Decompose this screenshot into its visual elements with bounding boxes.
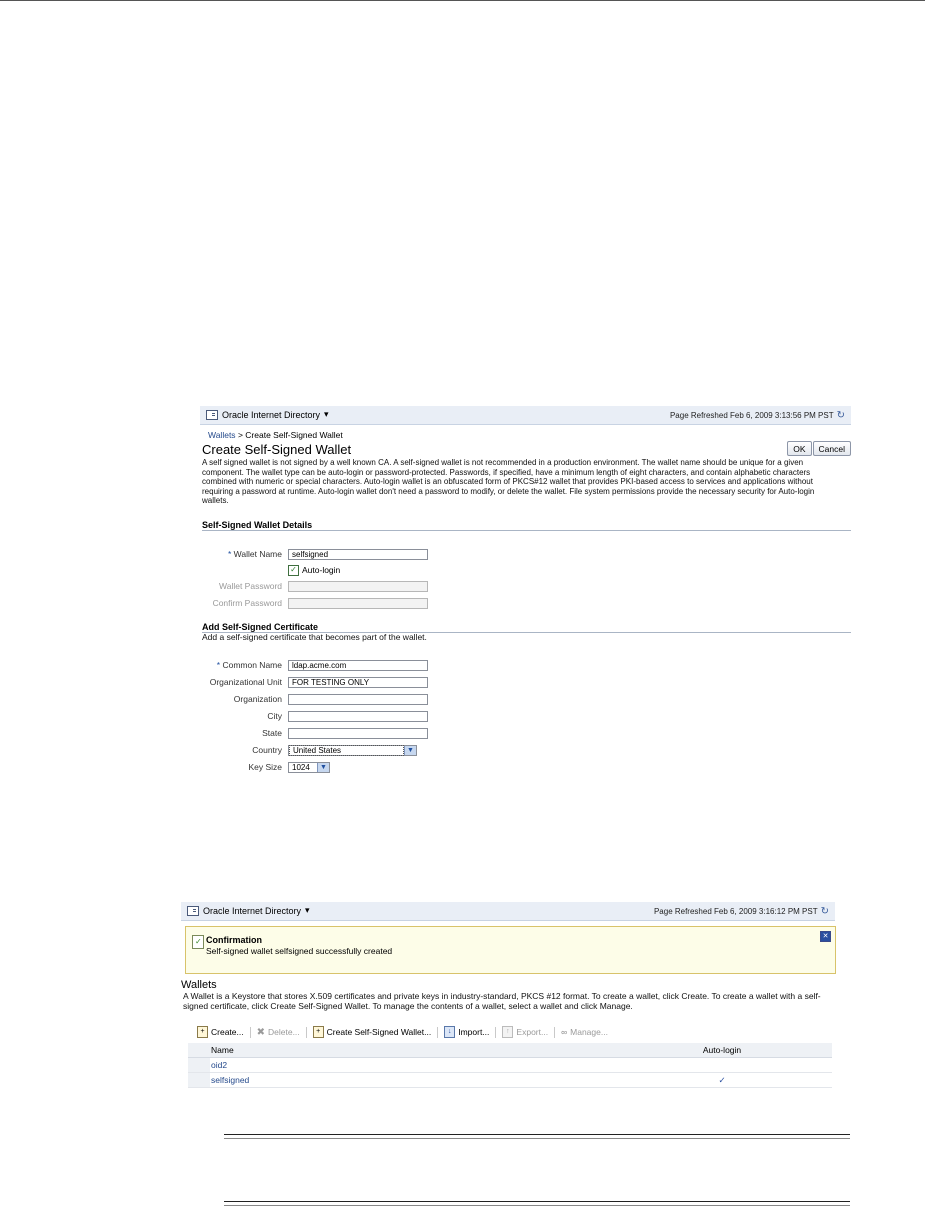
- state-label: State: [262, 728, 282, 738]
- organization-input[interactable]: [288, 694, 428, 705]
- export-icon: ↑: [502, 1026, 513, 1038]
- row-selector[interactable]: [188, 1058, 210, 1073]
- org-unit-label: Organizational Unit: [209, 677, 282, 687]
- create-self-signed-wallet-button[interactable]: + Create Self-Signed Wallet...: [307, 1026, 438, 1038]
- confirm-password-input[interactable]: [288, 598, 428, 609]
- page-description: A self signed wallet is not signed by a well known CA. A self-signed wallet is not recommended in a production environment. The wallet name should be unique for a given component. The wallet type can be auto-login or password-protected. Passwords, if specified, have a minimum length of eight characters, and contain alphabetic characters combined with numeric or special characters. Auto-login wallet is an obfuscated form of PKCS#12 wallet that provides PKI-based access to services and applications without requiring a password at runtime. Auto-login wallet don't need a password to modify, or delete the wallet. File system permissions provide the necessary security for Auto-login wallets.: [202, 458, 815, 505]
- city-label: City: [267, 711, 282, 721]
- name-column-header[interactable]: Name: [210, 1043, 612, 1058]
- auto-login-label: Auto-login: [302, 565, 341, 575]
- confirm-password-label: Confirm Password: [212, 598, 282, 608]
- table-row[interactable]: [188, 1058, 832, 1073]
- app-header-bar: [200, 406, 851, 425]
- wallets-table: [188, 1043, 832, 1088]
- create-icon: +: [197, 1026, 208, 1038]
- app-title: Oracle Internet Directory: [203, 905, 302, 916]
- common-name-label: * Common Name: [216, 660, 282, 670]
- common-name-input[interactable]: ldap.acme.com: [288, 660, 428, 671]
- breadcrumb-wallets-link[interactable]: Wallets: [208, 430, 236, 440]
- confirmation-message: Self-signed wallet selfsigned successfully created: [206, 946, 393, 956]
- cancel-button[interactable]: Cancel: [813, 441, 851, 456]
- create-button[interactable]: + Create...: [191, 1026, 250, 1038]
- page-title: Create Self-Signed Wallet: [202, 442, 352, 457]
- close-icon[interactable]: ✕: [820, 931, 831, 942]
- breadcrumb: Wallets > Create Self-Signed Wallet: [208, 430, 343, 440]
- refresh-status: [654, 906, 829, 917]
- target-menu-icon: [206, 410, 218, 420]
- confirmation-icon: [192, 935, 204, 949]
- country-label: Country: [252, 745, 282, 755]
- wallet-details-section: Self-Signed Wallet Details: [202, 520, 851, 531]
- note-rule-bottom-thin: [224, 1205, 850, 1206]
- certificate-description: Add a self-signed certificate that becomes part of the wallet.: [202, 632, 851, 643]
- wallet-password-input[interactable]: [288, 581, 428, 592]
- wallet-name-link[interactable]: selfsigned: [210, 1073, 612, 1088]
- wallets-toolbar: [191, 1023, 614, 1041]
- chevron-down-icon: ▾: [305, 905, 310, 915]
- note-rule-top-thin: [224, 1138, 850, 1139]
- org-unit-input[interactable]: FOR TESTING ONLY: [288, 677, 428, 688]
- chevron-down-icon: ▼: [404, 746, 416, 755]
- app-menu[interactable]: [206, 409, 329, 420]
- row-selector-header: [188, 1043, 210, 1058]
- add-certificate-section: Add Self-Signed Certificate: [202, 622, 319, 632]
- table-row[interactable]: [188, 1073, 832, 1088]
- auto-login-checkbox[interactable]: ✓: [288, 565, 299, 576]
- country-select[interactable]: United States ▼: [288, 745, 417, 756]
- create-wallet-screenshot: [200, 406, 851, 776]
- key-size-select[interactable]: 1024 ▼: [288, 762, 330, 773]
- state-input[interactable]: [288, 728, 428, 739]
- key-size-label: Key Size: [248, 762, 282, 772]
- wallet-password-label: Wallet Password: [219, 581, 282, 591]
- wallet-name-link[interactable]: oid2: [210, 1058, 612, 1073]
- glasses-icon: ∞: [561, 1027, 568, 1037]
- confirmation-title: Confirmation: [206, 935, 262, 945]
- refresh-text: Page Refreshed Feb 6, 2009 3:13:56 PM PST: [669, 411, 834, 420]
- auto-login-cell: ✓: [612, 1073, 832, 1088]
- import-icon: ↓: [444, 1026, 455, 1038]
- delete-icon: ✖: [256, 1026, 265, 1038]
- delete-button[interactable]: ✖ Delete...: [256, 1026, 300, 1038]
- wallets-title: Wallets: [181, 979, 217, 991]
- ok-button[interactable]: OK: [787, 441, 811, 456]
- table-header-row: [188, 1043, 832, 1058]
- export-button[interactable]: ↑ Export...: [496, 1026, 554, 1038]
- refresh-status: [670, 410, 845, 421]
- row-selector[interactable]: [188, 1073, 210, 1088]
- import-button[interactable]: ↓ Import...: [438, 1026, 495, 1038]
- wallets-description: A Wallet is a Keystore that stores X.509 certificates and private keys in industry-standard, PKCS #12 format. To create a wallet, click Create. To create a wallet with a self-signed certificate, click Create Self-Signed Wallet. To manage the contents of a wallet, select a wallet and click Manage.: [183, 991, 821, 1011]
- target-menu-icon: [187, 906, 199, 916]
- wallet-name-label: * Wallet Name: [227, 549, 282, 559]
- chevron-down-icon: ▼: [317, 763, 329, 772]
- wallet-name-input[interactable]: selfsigned: [288, 549, 428, 560]
- wallets-list-screenshot: [181, 902, 835, 1124]
- organization-label: Organization: [233, 694, 282, 704]
- auto-login-cell: [612, 1058, 832, 1073]
- create-self-signed-icon: +: [313, 1026, 324, 1038]
- chevron-down-icon: ▾: [324, 409, 329, 419]
- app-header-bar: [181, 902, 835, 921]
- refresh-icon[interactable]: ↻: [820, 906, 829, 917]
- app-title: Oracle Internet Directory: [222, 409, 321, 420]
- confirmation-message-box: [185, 926, 836, 974]
- page-top-rule: [0, 0, 925, 1]
- manage-button[interactable]: ∞ Manage...: [561, 1027, 608, 1037]
- note-rule-bottom: [224, 1201, 850, 1202]
- city-input[interactable]: [288, 711, 428, 722]
- app-menu[interactable]: [187, 905, 310, 916]
- auto-login-column-header[interactable]: Auto-login: [612, 1043, 832, 1058]
- refresh-icon[interactable]: ↻: [836, 410, 845, 421]
- refresh-text: Page Refreshed Feb 6, 2009 3:16:12 PM PST: [653, 907, 818, 916]
- note-rule-top: [224, 1134, 850, 1135]
